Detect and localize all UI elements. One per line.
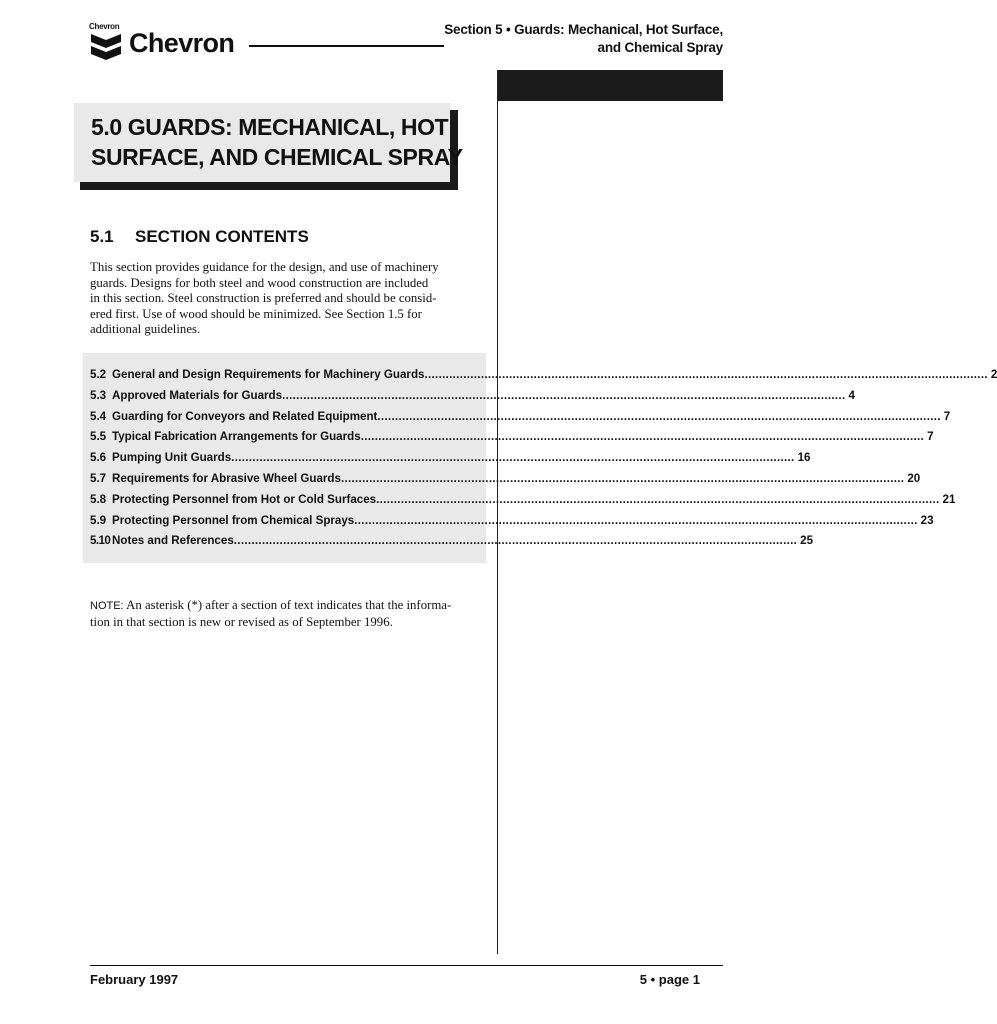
toc-page: 2 <box>990 368 997 381</box>
note-line-1 <box>90 598 488 615</box>
chapter-title-line-2: SURFACE, AND CHEMICAL SPRAY <box>91 144 463 170</box>
toc-entry[interactable] <box>90 448 811 469</box>
chevron-emblem-icon <box>89 22 123 62</box>
toc-entry[interactable] <box>90 427 934 448</box>
note-text-1: An asterisk (*) after a section of text indicates that the informa- <box>123 598 452 612</box>
section-heading <box>90 226 309 248</box>
toc-number: 5.3 <box>90 388 107 402</box>
toc-number: 5.7 <box>90 471 107 485</box>
revision-note <box>90 598 488 630</box>
chevron-logo <box>89 22 239 62</box>
note-line-2: tion in that section is new or revised as of September 1996. <box>90 614 393 629</box>
toc-title: Protecting Personnel from Chemical Sprays <box>112 513 355 527</box>
toc-page: 20 <box>907 471 921 485</box>
toc-entry[interactable] <box>90 469 921 490</box>
toc-page: 23 <box>920 513 934 527</box>
toc-entry[interactable] <box>90 490 956 511</box>
toc-page: 7 <box>927 430 934 444</box>
toc-entry[interactable] <box>90 365 997 386</box>
toc-leader: ................................................................................................................................................................ <box>360 430 925 444</box>
contents-list <box>90 365 997 552</box>
intro-paragraph <box>90 260 486 338</box>
section-heading-text: SECTION CONTENTS <box>135 227 309 246</box>
toc-page: 4 <box>848 388 855 402</box>
logo-small-wordmark: Chevron <box>89 22 120 31</box>
running-header-line-2: and Chemical Spray <box>597 40 723 55</box>
toc-leader: ................................................................................................................................................................ <box>233 534 798 548</box>
toc-title: Requirements for Abrasive Wheel Guards <box>112 471 341 485</box>
toc-number: 5.6 <box>90 451 107 465</box>
toc-leader: ................................................................................................................................................................ <box>354 513 918 527</box>
toc-title: Guarding for Conveyors and Related Equipment <box>112 409 378 423</box>
toc-title: Notes and References <box>112 534 234 548</box>
intro-line: This section provides guidance for the design, and use of machinery <box>90 260 439 274</box>
toc-entry[interactable] <box>90 531 814 552</box>
toc-title: Pumping Unit Guards <box>112 451 232 465</box>
chapter-title-line-1: 5.0 GUARDS: MECHANICAL, HOT <box>91 114 449 140</box>
intro-line: ered first. Use of wood should be minimized. See Section 1.5 for <box>90 306 422 321</box>
intro-line: additional guidelines. <box>90 322 201 336</box>
toc-number: 5.10 <box>90 534 111 548</box>
toc-leader: ................................................................................................................................................................ <box>424 368 988 381</box>
footer-date: February 1997 <box>90 972 179 987</box>
margin-black-bar <box>497 70 723 101</box>
toc-leader: ................................................................................................................................................................ <box>282 388 846 402</box>
toc-title: Approved Materials for Guards <box>112 388 283 402</box>
toc-page: 21 <box>942 492 956 506</box>
toc-page: 7 <box>943 409 951 423</box>
toc-leader: ................................................................................................................................................................ <box>376 492 940 506</box>
toc-leader: ................................................................................................................................................................ <box>231 451 795 465</box>
toc-number: 5.8 <box>90 492 107 506</box>
toc-leader: ................................................................................................................................................................ <box>340 471 905 485</box>
toc-number: 5.4 <box>90 409 107 423</box>
toc-number: 5.9 <box>90 513 107 527</box>
toc-entry[interactable] <box>90 407 951 428</box>
running-header-line-1: Section 5 • Guards: Mechanical, Hot Surface, <box>444 22 723 37</box>
toc-entry[interactable] <box>90 511 934 532</box>
toc-title: Typical Fabrication Arrangements for Guards <box>112 430 361 444</box>
toc-entry[interactable] <box>90 386 855 407</box>
chapter-title-box <box>74 103 463 182</box>
header-rule <box>249 45 444 47</box>
toc-leader: ................................................................................................................................................................ <box>377 409 941 423</box>
toc-title: General and Design Requirements for Machinery Guards <box>112 368 425 381</box>
toc-number: 5.2 <box>90 368 107 381</box>
toc-title: Protecting Personnel from Hot or Cold Surfaces <box>112 492 377 506</box>
note-label: NOTE: <box>90 600 124 612</box>
logo-wordmark: Chevron <box>129 28 235 58</box>
intro-line: in this section. Steel construction is preferred and should be consid- <box>90 291 437 305</box>
section-number: 5.1 <box>90 227 114 246</box>
running-header <box>423 21 723 57</box>
toc-page: 16 <box>797 451 811 465</box>
footer-rule <box>90 965 723 966</box>
toc-number: 5.5 <box>90 430 107 444</box>
footer-page-number: 5 • page 1 <box>639 972 700 987</box>
intro-line: guards. Designs for both steel and wood construction are included <box>90 275 429 290</box>
toc-page: 25 <box>800 534 814 548</box>
